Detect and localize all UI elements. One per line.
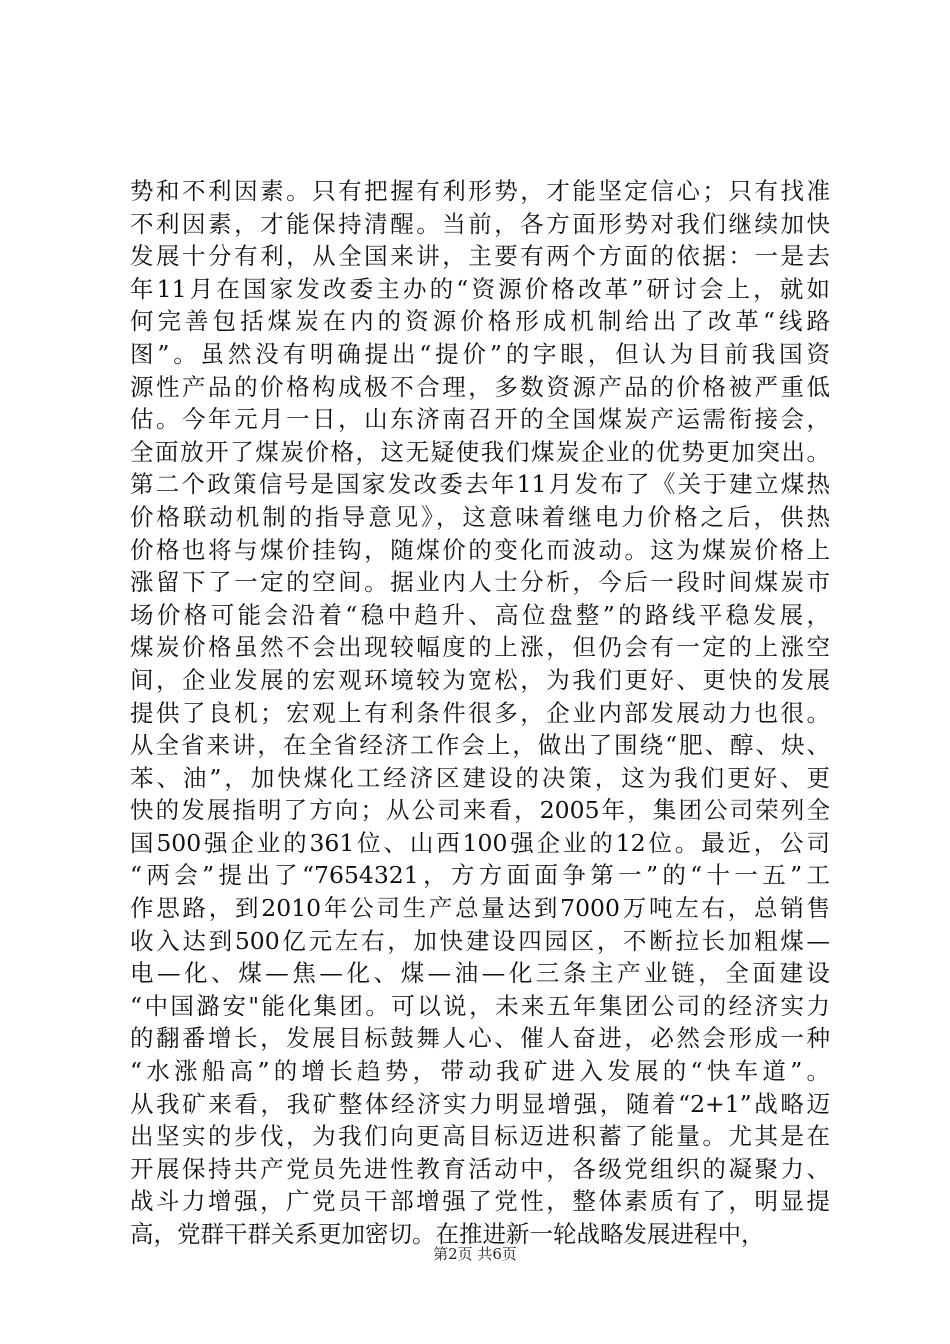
text-line: 年11月在国家发改委主办的“资源价格改革”研讨会上，就如 [130, 274, 830, 303]
text-line: 估。今年元月一日，山东济南召开的全国煤炭产运需衔接会， [130, 405, 830, 434]
text-line: 何完善包括煤炭在内的资源价格形成机制给出了改革“线路 [130, 307, 830, 336]
text-line: 势和不利因素。只有把握有利形势，才能坚定信心；只有找准 [130, 177, 830, 205]
text-line: 从我矿来看，我矿整体经济实力明显增强，随着“2+1”战略迈 [130, 1089, 830, 1118]
text-line: 价格联动机制的指导意见》，这意味着继电力价格之后，供热 [130, 502, 830, 531]
text-line: 场价格可能会沿着“稳中趋升、高位盘整”的路线平稳发展， [130, 600, 830, 629]
text-line: 源性产品的价格构成极不合理，多数资源产品的价格被严重低 [130, 372, 830, 401]
text-line: 图”。虽然没有明确提出“提价”的字眼，但认为目前我国资 [130, 339, 830, 368]
text-line: “水涨船高”的增长趋势，带动我矿进入发展的“快车道”。 [130, 1057, 830, 1086]
text-line: 煤炭价格虽然不会出现较幅度的上涨，但仍会有一定的上涨空 [130, 633, 830, 662]
text-line: 国500强企业的361位、山西100强企业的12位。最近，公司 [130, 828, 830, 857]
text-line: “中国潞安"能化集团。可以说，未来五年集团公司的经济实力 [130, 991, 830, 1020]
text-line: 苯、油”，加快煤化工经济区建设的决策，这为我们更好、更 [130, 763, 830, 792]
text-line: 价格也将与煤价挂钩，随煤价的变化而波动。这为煤炭价格上 [130, 535, 830, 564]
text-line: 战斗力增强，广党员干部增强了党性，整体素质有了，明显提 [130, 1187, 830, 1216]
text-line: 高，党群干群关系更加密切。在推进新一轮战略发展进程中， [130, 1220, 765, 1248]
text-line: 快的发展指明了方向；从公司来看，2005年，集团公司荣列全 [130, 796, 830, 825]
text-line: 全面放开了煤炭价格，这无疑使我们煤炭企业的优势更加突出。 [130, 437, 830, 466]
text-line: 提供了良机；宏观上有利条件很多，企业内部发展动力也很。 [130, 698, 830, 727]
text-line: 发展十分有利，从全国来讲，主要有两个方面的依据：一是去 [130, 242, 830, 271]
body-text [130, 175, 830, 1251]
page-footer: 第2页 共6页 [433, 1245, 517, 1263]
text-line: 第二个政策信号是国家发改委去年11月发布了《关于建立煤热 [130, 470, 830, 499]
text-line: “两会”提出了“7654321，方方面面争第一”的“十一五”工 [130, 861, 830, 890]
text-line: 开展保持共产党员先进性教育活动中，各级党组织的凝聚力、 [130, 1154, 830, 1183]
text-line: 从全省来讲，在全省经济工作会上，做出了围绕“肥、醇、炔、 [130, 731, 830, 760]
text-line: 间，企业发展的宏观环境较为宽松，为我们更好、更快的发展 [130, 665, 830, 694]
text-line: 涨留下了一定的空间。据业内人士分析，今后一段时间煤炭市 [130, 568, 830, 597]
text-line: 的翻番增长，发展目标鼓舞人心、催人奋进，必然会形成一种 [130, 1024, 830, 1053]
text-line: 作思路，到2010年公司生产总量达到7000万吨左右，总销售 [130, 894, 830, 923]
text-line: 出坚实的步伐，为我们向更高目标迈进积蓄了能量。尤其是在 [130, 1122, 830, 1151]
text-line: 收入达到500亿元左右，加快建设四园区，不断拉长加粗煤— [130, 926, 830, 955]
text-line: 电—化、煤—焦—化、煤—油—化三条主产业链，全面建设 [130, 959, 830, 988]
text-line: 不利因素，才能保持清醒。当前，各方面形势对我们继续加快 [130, 209, 830, 238]
